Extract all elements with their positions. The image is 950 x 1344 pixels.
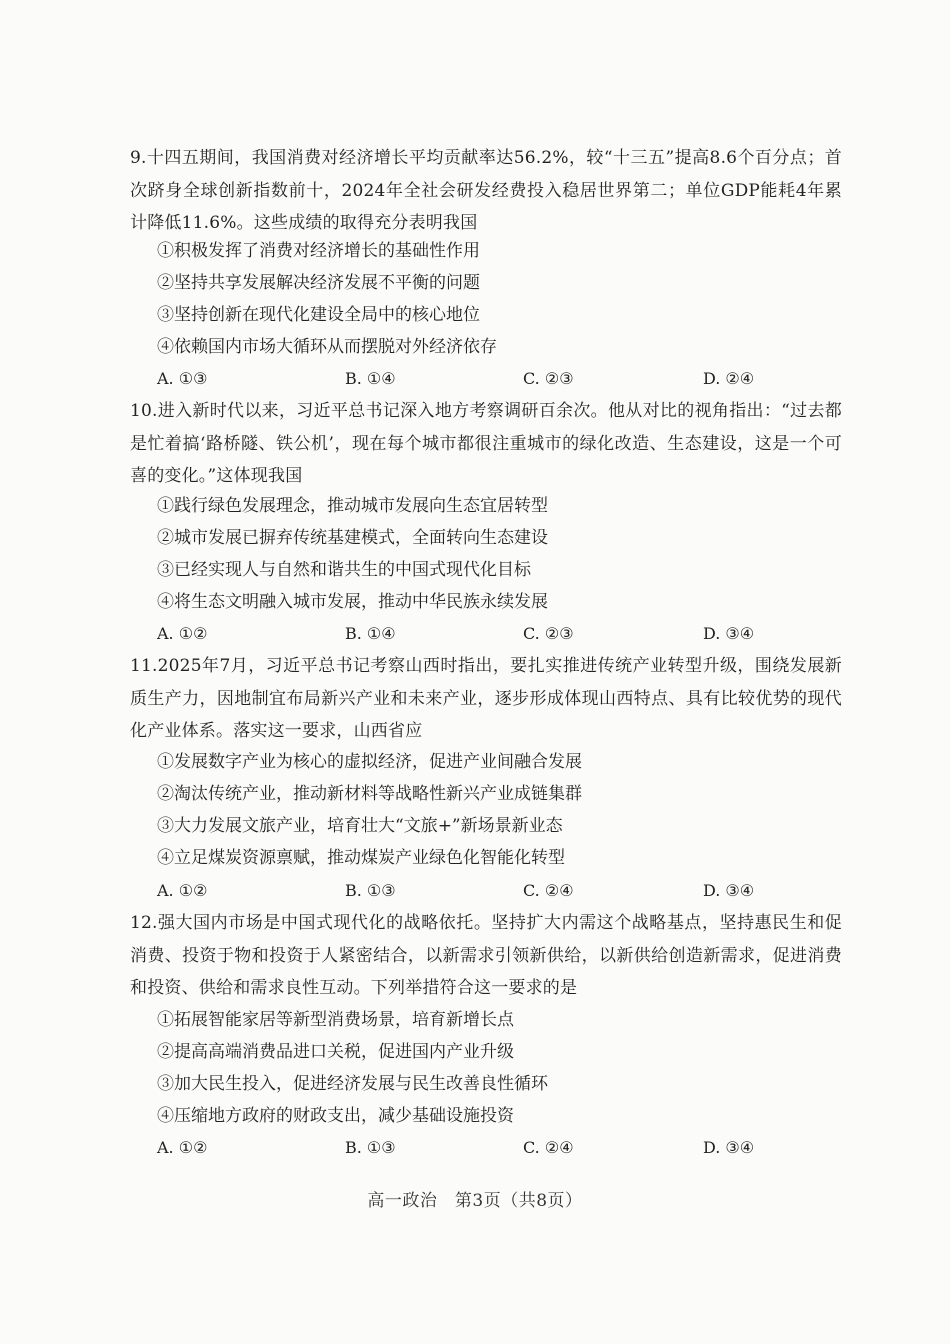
statement-1: ①发展数字产业为核心的虚拟经济，促进产业间融合发展: [157, 752, 582, 772]
statement-1: ①拓展智能家居等新型消费场景，培育新增长点: [157, 1010, 514, 1030]
choice-b[interactable]: B. ①③: [345, 881, 396, 900]
statement-4: ④将生态文明融入城市发展，推动中华民族永续发展: [157, 592, 548, 612]
question-stem: [130, 142, 842, 240]
statement-3: ③加大民生投入，促进经济发展与民生改善良性循环: [157, 1074, 548, 1094]
choice-a[interactable]: A. ①②: [157, 624, 208, 643]
question-stem: [130, 395, 842, 493]
choice-c[interactable]: C. ②④: [523, 881, 574, 900]
answer-choices: [157, 618, 857, 650]
choice-d[interactable]: D. ②④: [703, 369, 755, 388]
answer-choices: [157, 363, 857, 395]
statement-2: ②坚持共享发展解决经济发展不平衡的问题: [157, 273, 480, 293]
statement-4: ④依赖国内市场大循环从而摆脱对外经济依存: [157, 337, 497, 357]
statement-4: ④立足煤炭资源禀赋，推动煤炭产业绿色化智能化转型: [157, 848, 565, 868]
choice-d[interactable]: D. ③④: [703, 881, 755, 900]
choice-a[interactable]: A. ①③: [157, 369, 208, 388]
choice-b[interactable]: B. ①④: [345, 369, 396, 388]
page-footer: 高一政治 第3页（共8页）: [367, 1191, 583, 1211]
question-number: 10.: [130, 401, 158, 421]
answer-choices: [157, 1132, 857, 1164]
statement-2: ②城市发展已摒弃传统基建模式，全面转向生态建设: [157, 528, 548, 548]
choice-c[interactable]: C. ②③: [523, 369, 574, 388]
question-number: 9.: [130, 148, 147, 168]
question-number: 12.: [130, 913, 158, 933]
statement-4: ④压缩地方政府的财政支出，减少基础设施投资: [157, 1106, 514, 1126]
statement-2: ②提高高端消费品进口关税，促进国内产业升级: [157, 1042, 514, 1062]
question-text: 强大国内市场是中国式现代化的战略依托。坚持扩大内需这个战略基点，坚持惠民生和促消费、投资于物和投资于人紧密结合，以新需求引领新供给，以新供给创造新需求，促进消费和投资、供给和需求良性互动。下列举措符合这一要求的是: [130, 913, 842, 998]
choice-b[interactable]: B. ①③: [345, 1138, 396, 1157]
statement-3: ③已经实现人与自然和谐共生的中国式现代化目标: [157, 560, 531, 580]
statement-2: ②淘汰传统产业，推动新材料等战略性新兴产业成链集群: [157, 784, 582, 804]
question-stem: [130, 907, 842, 1005]
choice-a[interactable]: A. ①②: [157, 1138, 208, 1157]
statement-1: ①践行绿色发展理念，推动城市发展向生态宜居转型: [157, 496, 548, 516]
statement-3: ③大力发展文旅产业，培育壮大“文旅+”新场景新业态: [157, 816, 563, 836]
answer-choices: [157, 875, 857, 907]
question-text: 2025年7月，习近平总书记考察山西时指出，要扎实推进传统产业转型升级，围绕发展新质生产力，因地制宜布局新兴产业和未来产业，逐步形成体现山西特点、具有比较优势的现代化产业体系。落实这一要求，山西省应: [130, 656, 842, 741]
choice-c[interactable]: C. ②③: [523, 624, 574, 643]
choice-a[interactable]: A. ①②: [157, 881, 208, 900]
choice-d[interactable]: D. ③④: [703, 1138, 755, 1157]
question-text: 十四五期间，我国消费对经济增长平均贡献率达56.2%，较“十三五”提高8.6个百分点；首次跻身全球创新指数前十，2024年全社会研发经费投入稳居世界第二；单位GDP能耗4年累计降低11.6%。这些成绩的取得充分表明我国: [130, 148, 842, 233]
question-number: 11.: [130, 656, 158, 676]
question-stem: [130, 650, 842, 748]
question-text: 进入新时代以来，习近平总书记深入地方考察调研百余次。他从对比的视角指出：“过去都是忙着搞‘路桥隧、铁公机’，现在每个城市都很注重城市的绿化改造、生态建设，这是一个可喜的变化。”这体现我国: [130, 401, 842, 486]
statement-1: ①积极发挥了消费对经济增长的基础性作用: [157, 241, 480, 261]
statement-3: ③坚持创新在现代化建设全局中的核心地位: [157, 305, 480, 325]
choice-b[interactable]: B. ①④: [345, 624, 396, 643]
choice-d[interactable]: D. ③④: [703, 624, 755, 643]
choice-c[interactable]: C. ②④: [523, 1138, 574, 1157]
